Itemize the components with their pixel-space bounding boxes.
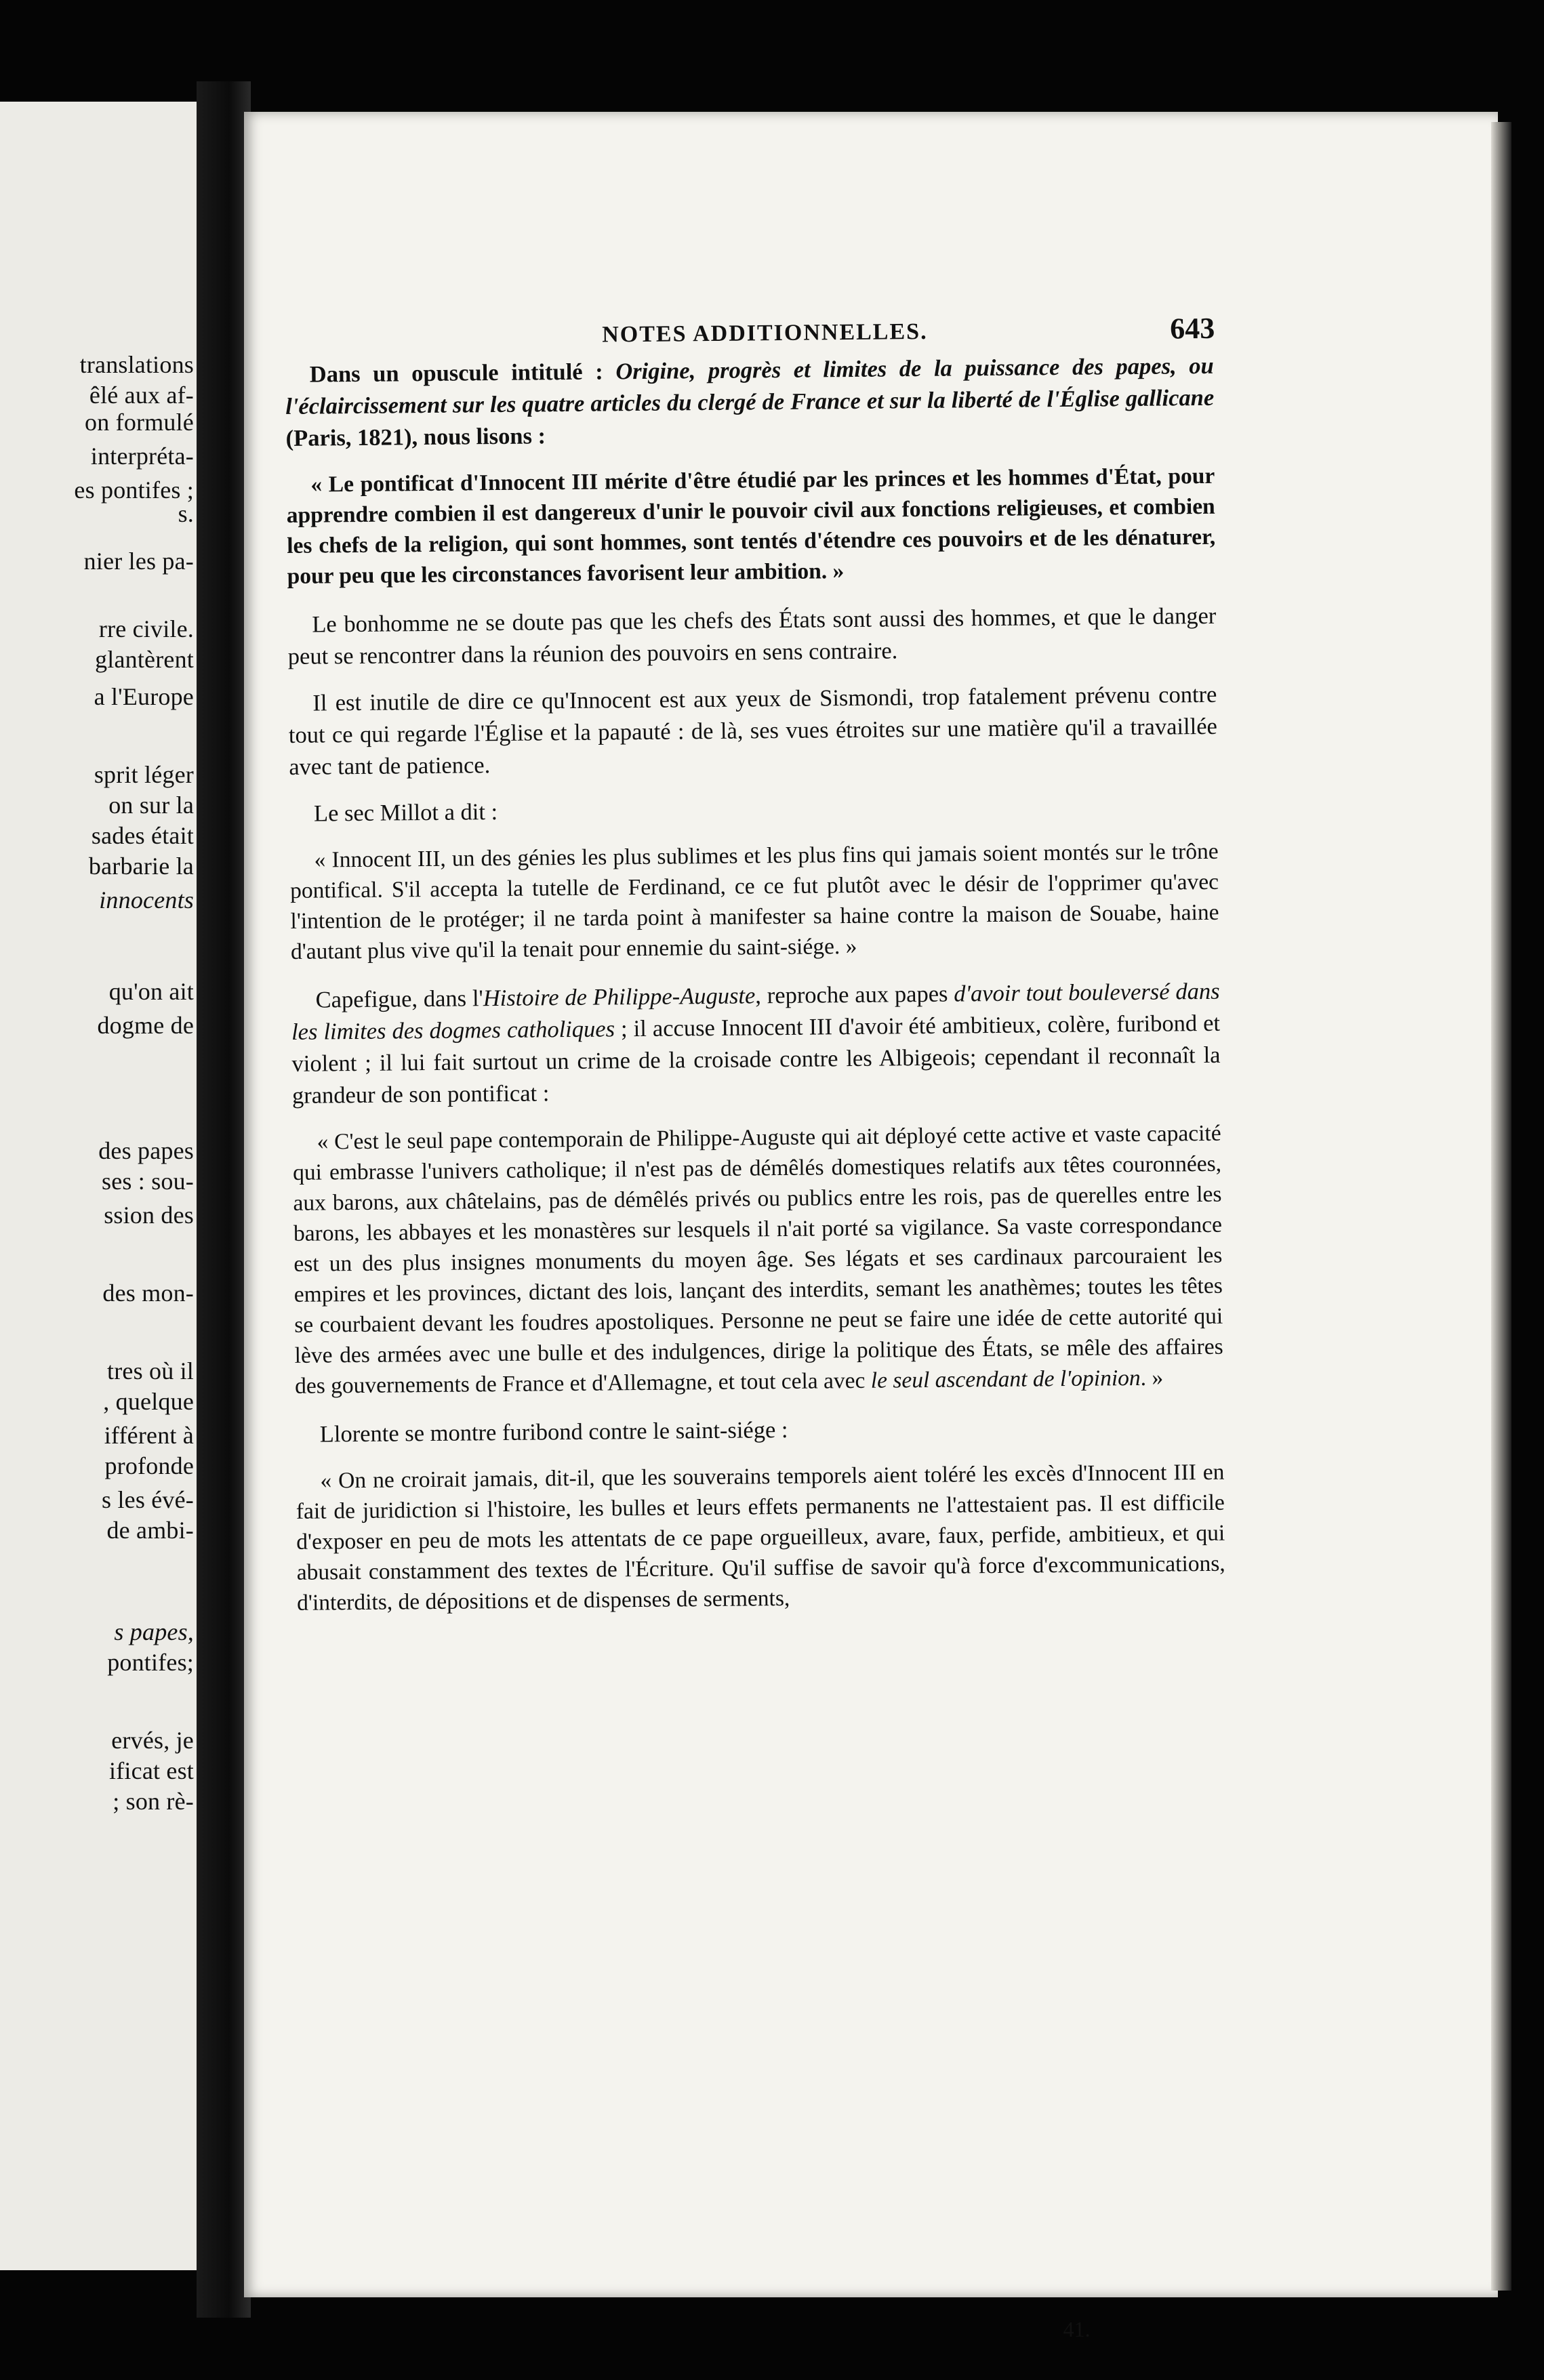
left-page-line: pontifes; <box>107 1649 194 1676</box>
quote-capefigue <box>292 1118 1223 1401</box>
left-page-line: sades était <box>91 822 194 849</box>
paragraph-text: (Paris, 1821), nous lisons : <box>285 423 546 451</box>
paragraph-bonhomme: Le bonhomme ne se doute pas que les chefs des États sont aussi des hommes, et que le danger peut se rencontrer dans la réunion des pouvoirs en sens contraire. <box>287 602 1217 670</box>
quote-opuscule: « Le pontificat d'Innocent III mérite d'être étudié par les princes et les hommes d'État, pour apprendre combien il est dangereux d'unir le pouvoir civil aux fonctions religieuses, et combien les chefs de la religion, qui sont hommes, sont tentés d'étendre ces pouvoirs et de les dénaturer, pour peu que les circonstances favorisent leur ambition. » <box>286 463 1216 589</box>
paragraph-capefigue <box>291 976 1221 1112</box>
left-page-lines <box>0 102 203 2270</box>
quoted-phrase: le seul ascendant de l'opinion <box>870 1365 1141 1393</box>
paragraph-opuscule <box>285 350 1215 455</box>
left-page-line: interpréta- <box>90 443 194 470</box>
page-edge <box>1491 122 1511 2291</box>
paragraph-text: , reproche aux papes <box>755 981 954 1009</box>
quote-millot: « Innocent III, un des génies les plus sublimes et les plus fins qui jamais soient montés sur le trône pontifical. S'il accepta la tutelle de Ferdinand, ce ce fut plutôt avec le désir de l'opprimer qu'avec l'intention de le protéger; il ne tarda point à manifester sa haine contre la maison de Souabe, haine d'autant plus vive qu'il la tenait pour ennemie du saint-siége. » <box>289 838 1219 964</box>
left-page-line: des papes <box>98 1137 194 1164</box>
left-page-line: glantèrent <box>95 646 194 673</box>
paragraph-text: ; il accuse Innocent III d'avoir été ambitieux, colère, furibond et violent ; il lui fait surtout un crime de la croisade contre les Albigeois; cependant il reconnaît la grandeur de son pontificat : <box>291 1010 1221 1109</box>
paragraph-millot: Le sec Millot a dit : <box>313 799 498 827</box>
left-page-line: on sur la <box>108 792 194 819</box>
left-page-line: ses : sou- <box>102 1168 194 1195</box>
quote-text: . » <box>1140 1365 1164 1391</box>
left-page-line: es pontifes ; <box>74 476 194 504</box>
book-title: Origine, progrès et limites de la puissance des papes, ou l'éclaircissement sur les quatre articles du clergé de France et sur la liberté de l'Église gallicane <box>285 352 1215 419</box>
left-page-line: nier les pa- <box>83 548 194 575</box>
quote-text: « C'est le seul pape contemporain de Philippe-Auguste qui ait déployé cette active et vaste capacité qui embrasse l'univers catholique; il n'est pas de démêlés domestiques relatifs aux têtes couronnées, aux barons, aux châtelains, pas de démêlés privés ou publics entre les rois, pas de querelles entre les barons, les abbayes et les monastères sur lesquels il n'ait porté sa vigilance. Sa vaste correspondance est un des plus insignes monuments du moyen âge. Ses légats et ses cardinaux parcouraient les empires et les provinces, dictant des lois, lançant des interdits, semant les anathèmes; toutes les têtes se courbaient devant les foudres apostoliques. Personne ne peut se faire une idée de cette autorité qui lève des armées avec une bulle et des indulgences, dirige la politique des États, se mêle des affaires des gouvernements de France et d'Allemagne, et tout cela avec <box>292 1120 1223 1399</box>
left-page-line: êlé aux af- <box>89 382 194 409</box>
paragraph-text: Capefigue, dans l' <box>315 985 483 1013</box>
left-page-line: barbarie la <box>88 853 194 880</box>
left-page-line: ifférent à <box>104 1422 194 1449</box>
left-page-line: sprit léger <box>94 761 194 788</box>
left-page-line: a l'Europe <box>94 683 194 710</box>
left-page-fragment <box>0 102 203 2270</box>
left-page-line: qu'on ait <box>108 978 194 1005</box>
quoted-phrase: d'avoir tout bouleversé dans les limites des dogmes catholiques <box>291 978 1220 1045</box>
left-page-line: de ambi- <box>106 1517 194 1544</box>
left-page-line: tres où il <box>107 1357 194 1384</box>
left-page-line: des mon- <box>102 1279 194 1307</box>
paragraph-text: Dans un opuscule intitulé : <box>309 358 616 388</box>
left-page-line: s papes, <box>114 1618 194 1645</box>
paragraph-llorente: Llorente se montre furibond contre le saint-siége : <box>319 1416 788 1448</box>
page-number: 643 <box>1169 311 1215 346</box>
left-page-line: translations <box>79 351 194 378</box>
left-page-line: innocents <box>99 886 194 914</box>
book-spine <box>197 81 251 2318</box>
signature-mark: 41. <box>1063 2316 1091 2342</box>
left-page-line: dogme de <box>97 1012 194 1039</box>
left-page-line: on formulé <box>85 409 194 436</box>
left-page-line: profonde <box>104 1452 194 1479</box>
left-page-line: , quelque <box>103 1388 194 1415</box>
left-page-line: s les évé- <box>102 1486 194 1513</box>
paragraph-sismondi: Il est inutile de dire ce qu'Innocent est aux yeux de Sismondi, trop fatalement prévenu contre tout ce qui regarde l'Église et la papauté : de là, ses vues étroites sur une matière qu'il a travaillée avec tant de patience. <box>288 681 1218 780</box>
left-page-line: rre civile. <box>98 615 194 642</box>
left-page-line: s. <box>178 500 194 527</box>
running-title: NOTES ADDITIONNELLES. <box>602 319 928 348</box>
left-page-line: ificat est <box>109 1757 194 1784</box>
book-title: Histoire de Philippe-Auguste <box>483 983 756 1012</box>
left-page-line: ssion des <box>104 1202 194 1229</box>
left-page-line: ; son rè- <box>113 1788 194 1815</box>
page-content <box>285 310 1226 2342</box>
quote-llorente: « On ne croirait jamais, dit-il, que les souverains temporels aient toléré les excès d'Innocent III en fait de juridiction si l'histoire, les bulles et leurs effets permanents ne l'attestaient pas. Il est difficile d'exposer en peu de mots les attentats de ce pape orgueilleux, avare, faux, perfide, ambitieux, et qui abusait constamment des textes de l'Écriture. Qu'il suffise de savoir qu'à force d'excommunications, d'interdits, de dépositions et de dispenses de serments, <box>296 1459 1225 1616</box>
left-page-line: ervés, je <box>111 1727 194 1754</box>
